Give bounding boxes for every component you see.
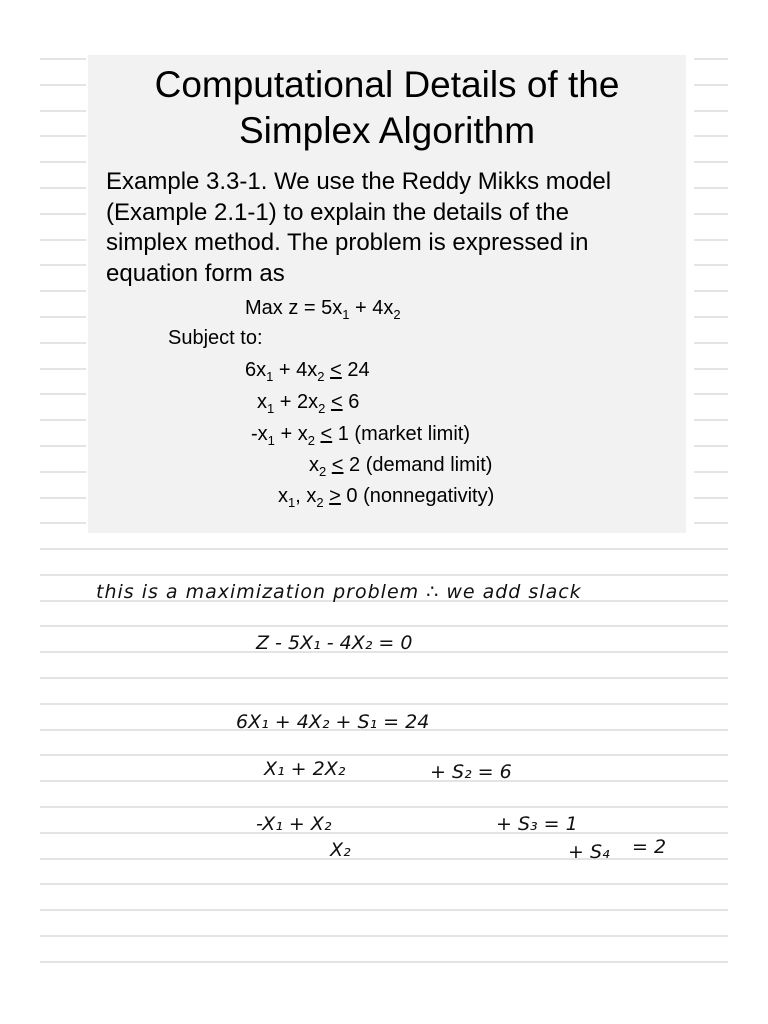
constraint-3: $-x_1 + x_2 < 1$ (market limit): [251, 423, 470, 448]
handwritten-objective-row: Z - 5X₁ - 4X₂ = 0: [256, 632, 413, 654]
handwritten-row-3-lhs: -X₁ + X₂: [256, 813, 332, 835]
intro-line-1: Example 3.3-1. We use the Reddy Mikks model: [106, 168, 612, 195]
subject-to-label: Subject to:: [168, 327, 263, 349]
handwritten-row-4-rhs: = 2: [632, 836, 667, 858]
intro-line-4: equation form as: [106, 259, 285, 287]
title-line-1: Computational Details of the: [154, 64, 620, 105]
handwritten-row-4-slack: + S₄: [568, 841, 610, 863]
constraint-5: $x_1$, $x_2 > 0$ (nonnegativity): [278, 485, 495, 510]
handwritten-row-2-lhs: X₁ + 2X₂: [264, 758, 346, 780]
constraint-1: $6x_1 + 4x_2 < 24$: [245, 359, 370, 384]
intro-line-3: simplex method. The problem is expressed in: [106, 229, 589, 256]
constraint-4: $x_2 < 2$ (demand limit): [309, 454, 493, 479]
handwritten-row-1: 6X₁ + 4X₂ + S₁ = 24: [236, 711, 430, 733]
handwritten-row-4-lhs: X₂: [330, 839, 351, 861]
handwritten-row-2-rhs: + S₂ = 6: [430, 761, 512, 783]
constraint-2: $x_1 + 2x_2 < 6$: [257, 391, 360, 416]
intro-line-2: (Example 2.1-1) to explain the details of the: [106, 198, 569, 226]
handwritten-row-3-rhs: + S₃ = 1: [496, 813, 578, 835]
handwritten-note: this is a maximization problem ∴ we add slack: [96, 581, 582, 603]
title-line-2: Simplex Algorithm: [238, 110, 536, 151]
objective-function: Max $z = 5x_1 + 4x_2$: [245, 297, 401, 322]
